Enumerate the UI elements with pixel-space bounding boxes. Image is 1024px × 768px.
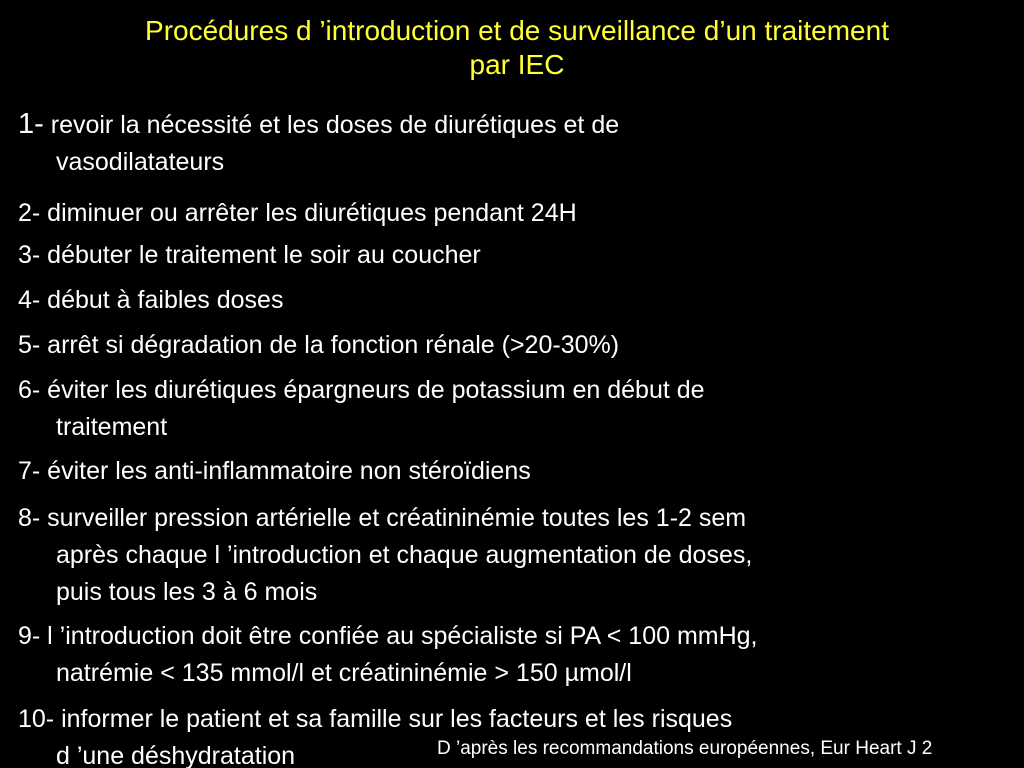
list-item-6 [18, 372, 1008, 446]
item-text: éviter les diurétiques épargneurs de potassium en début de [40, 376, 705, 404]
slide-title [30, 14, 1004, 82]
item-text: arrêt si dégradation de la fonction rénale (>20-30%) [40, 331, 620, 359]
list-item-5 [18, 327, 1008, 364]
item-number: 9- [18, 622, 41, 650]
item-number: 1- [18, 108, 44, 140]
item-text-continued: natrémie < 135 mmol/l et créatininémie > 150 µmol/l [56, 659, 632, 687]
item-text: éviter les anti-inflammatoire non stéroïdiens [40, 457, 531, 485]
list-item-9 [18, 618, 1008, 692]
item-text: surveiller pression artérielle et créatininémie toutes les 1-2 sem [40, 504, 747, 532]
item-text-continued: d ’une déshydratation [56, 742, 296, 768]
list-item-3 [18, 237, 1008, 274]
item-text-continued: puis tous les 3 à 6 mois [56, 578, 318, 606]
list-item-2 [18, 195, 1008, 232]
item-text: débuter le traitement le soir au coucher [40, 241, 481, 269]
list-item-1 [18, 106, 1008, 181]
item-number: 4- [18, 286, 41, 314]
item-number: 6- [18, 376, 41, 404]
item-text: revoir la nécessité et les doses de diurétiques et de [43, 111, 620, 139]
item-text: informer le patient et sa famille sur les facteurs et les risques [54, 705, 733, 733]
item-text: début à faibles doses [40, 286, 284, 314]
item-number: 2- [18, 199, 41, 227]
item-number: 10- [18, 705, 55, 733]
list-item-4 [18, 282, 1008, 319]
list-item-8 [18, 500, 1008, 611]
item-number: 5- [18, 331, 41, 359]
title-line-1: Procédures d ’introduction et de surveillance d’un traitement [145, 15, 889, 46]
item-text-continued: vasodilatateurs [56, 148, 225, 176]
source-citation: D ’après les recommandations européennes, Eur Heart J 2 [437, 738, 933, 759]
item-number: 3- [18, 241, 41, 269]
item-number: 7- [18, 457, 41, 485]
title-line-2: par IEC [469, 49, 565, 80]
item-number: 8- [18, 504, 41, 532]
item-text: diminuer ou arrêter les diurétiques pendant 24H [40, 199, 577, 227]
item-text-continued: après chaque l ’introduction et chaque augmentation de doses, [56, 541, 753, 569]
item-text-continued: traitement [56, 413, 168, 441]
item-text: l ’introduction doit être confiée au spécialiste si PA < 100 mmHg, [40, 622, 758, 650]
list-item-7 [18, 453, 1008, 490]
